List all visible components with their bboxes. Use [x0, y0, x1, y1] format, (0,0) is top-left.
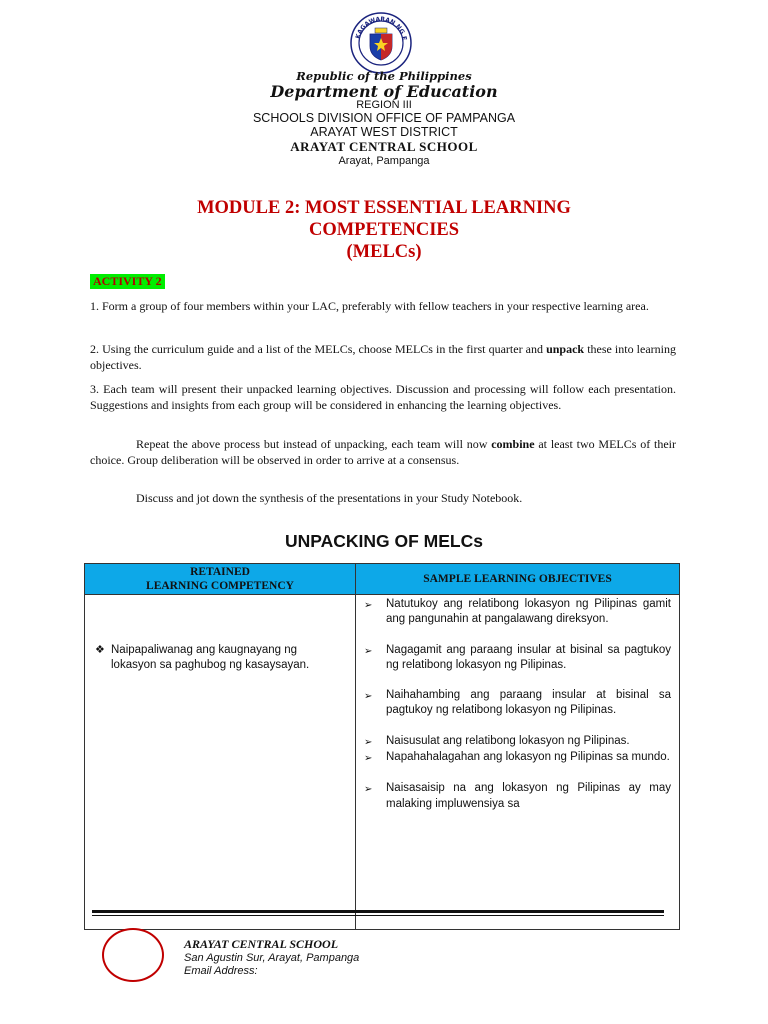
- objectives-cell: [356, 595, 680, 930]
- competency-text: Naipapaliwanag ang kaugnayang ng lokasyon sa paghubog ng kasaysayan.: [111, 644, 310, 671]
- district-label: ARAYAT WEST DISTRICT: [310, 125, 458, 139]
- instruction-4-bold: combine: [491, 437, 535, 451]
- footer-email-label: Email Address:: [184, 965, 258, 977]
- module-title-line3: (MELCs): [346, 242, 422, 262]
- list-item: [364, 781, 671, 812]
- list-item: [364, 750, 671, 766]
- footer-address: San Agustin Sur, Arayat, Pampanga: [184, 951, 360, 964]
- instruction-3: 3. Each team will present their unpacked learning objectives. Discussion and processing will follow each presentation. Suggestions and insights from each group will be considered in enhancing the learning objectives.: [90, 382, 676, 412]
- footer-divider: [92, 910, 664, 913]
- arrow-bullet-icon: ➢: [364, 784, 373, 796]
- objective-text: Naisasaisip na ang lokasyon ng Pilipinas ay may malaking impluwensiya sa: [386, 782, 671, 810]
- module-title-line1: MODULE 2: MOST ESSENTIAL LEARNING: [197, 198, 571, 218]
- objective-text: Natutukoy ang relatibong lokasyon ng Pilipinas gamit ang pangunahin at pangalawang direksyon.: [386, 598, 671, 626]
- objective-text: Napahahalagahan ang lokasyon ng Pilipinas sa mundo.: [386, 751, 670, 764]
- objective-text: Nagagamit ang paraang insular at bisinal sa pagtukoy ng relatibong lokasyon ng Pilipinas.: [386, 643, 671, 671]
- school-logo-placeholder: [102, 928, 164, 982]
- svg-text:KAGAWARAN NG EDUKASYON: KAGAWARAN NG E: [354, 15, 408, 42]
- arrow-bullet-icon: ➢: [364, 736, 373, 748]
- footer-block: [184, 938, 359, 979]
- instruction-5: Discuss and jot down the synthesis of the presentations in your Study Notebook.: [136, 491, 523, 505]
- school-name: ARAYAT CENTRAL SCHOOL: [290, 139, 478, 154]
- department-heading: Department of Education: [270, 82, 498, 101]
- deped-seal-logo: [350, 12, 412, 74]
- instruction-2-text: 2. Using the curriculum guide and a list of the MELCs, choose MELCs in the first quarter and: [90, 342, 547, 356]
- module-title: [0, 197, 768, 263]
- list-item: [364, 688, 671, 719]
- footer-divider-thin: [92, 915, 664, 916]
- division-label: SCHOOLS DIVISION OFFICE OF PAMPANGA: [252, 111, 516, 125]
- instruction-2-bold: unpack: [546, 342, 585, 356]
- objective-text: Naisusulat ang relatibong lokasyon ng Pilipinas.: [386, 734, 630, 747]
- header-sample-objectives: SAMPLE LEARNING OBJECTIVES: [356, 564, 680, 595]
- unpacking-title: UNPACKING OF MELCs: [284, 531, 483, 551]
- melc-table: [84, 563, 680, 930]
- instruction-4: [90, 437, 676, 468]
- header-retained-competency: [85, 564, 356, 595]
- table-row: [85, 595, 680, 930]
- list-item: [364, 643, 671, 674]
- competency-cell: [85, 595, 356, 930]
- list-item: [364, 597, 671, 628]
- module-title-line2: COMPETENCIES: [308, 220, 460, 240]
- instruction-2-tail: these into learning objectives.: [90, 342, 677, 372]
- table-header-row: [85, 564, 680, 595]
- instruction-4-text: Repeat the above process but instead of unpacking, each team will now: [136, 437, 492, 451]
- region-label: REGION III: [356, 99, 412, 111]
- header-left-line2: LEARNING COMPETENCY: [146, 580, 294, 592]
- objectives-list: [356, 595, 679, 812]
- arrow-bullet-icon: ➢: [364, 691, 373, 703]
- header-left-line1: RETAINED: [190, 566, 250, 578]
- arrow-bullet-icon: ➢: [364, 753, 373, 765]
- activity-label: ACTIVITY 2: [90, 274, 165, 289]
- arrow-bullet-icon: ➢: [364, 645, 373, 657]
- list-item: [364, 734, 671, 750]
- instruction-4-tail: at least two MELCs of their choice. Group deliberation will be observed in order to arrive at a consensus.: [90, 437, 677, 467]
- republic-heading: Republic of the Philippines: [296, 69, 472, 83]
- objective-text: Naihahambing ang paraang insular at bisinal sa pagtukoy ng relatibong lokasyon ng Pilipinas.: [386, 689, 671, 717]
- school-town: Arayat, Pampanga: [338, 155, 430, 167]
- arrow-bullet-icon: ➢: [364, 600, 373, 611]
- instruction-1: 1. Form a group of four members within your LAC, preferably with fellow teachers in your respective learning area.: [90, 299, 649, 313]
- diamond-bullet-icon: ❖: [95, 644, 105, 656]
- footer-school-name: ARAYAT CENTRAL SCHOOL: [184, 937, 339, 951]
- instruction-2: [90, 342, 676, 373]
